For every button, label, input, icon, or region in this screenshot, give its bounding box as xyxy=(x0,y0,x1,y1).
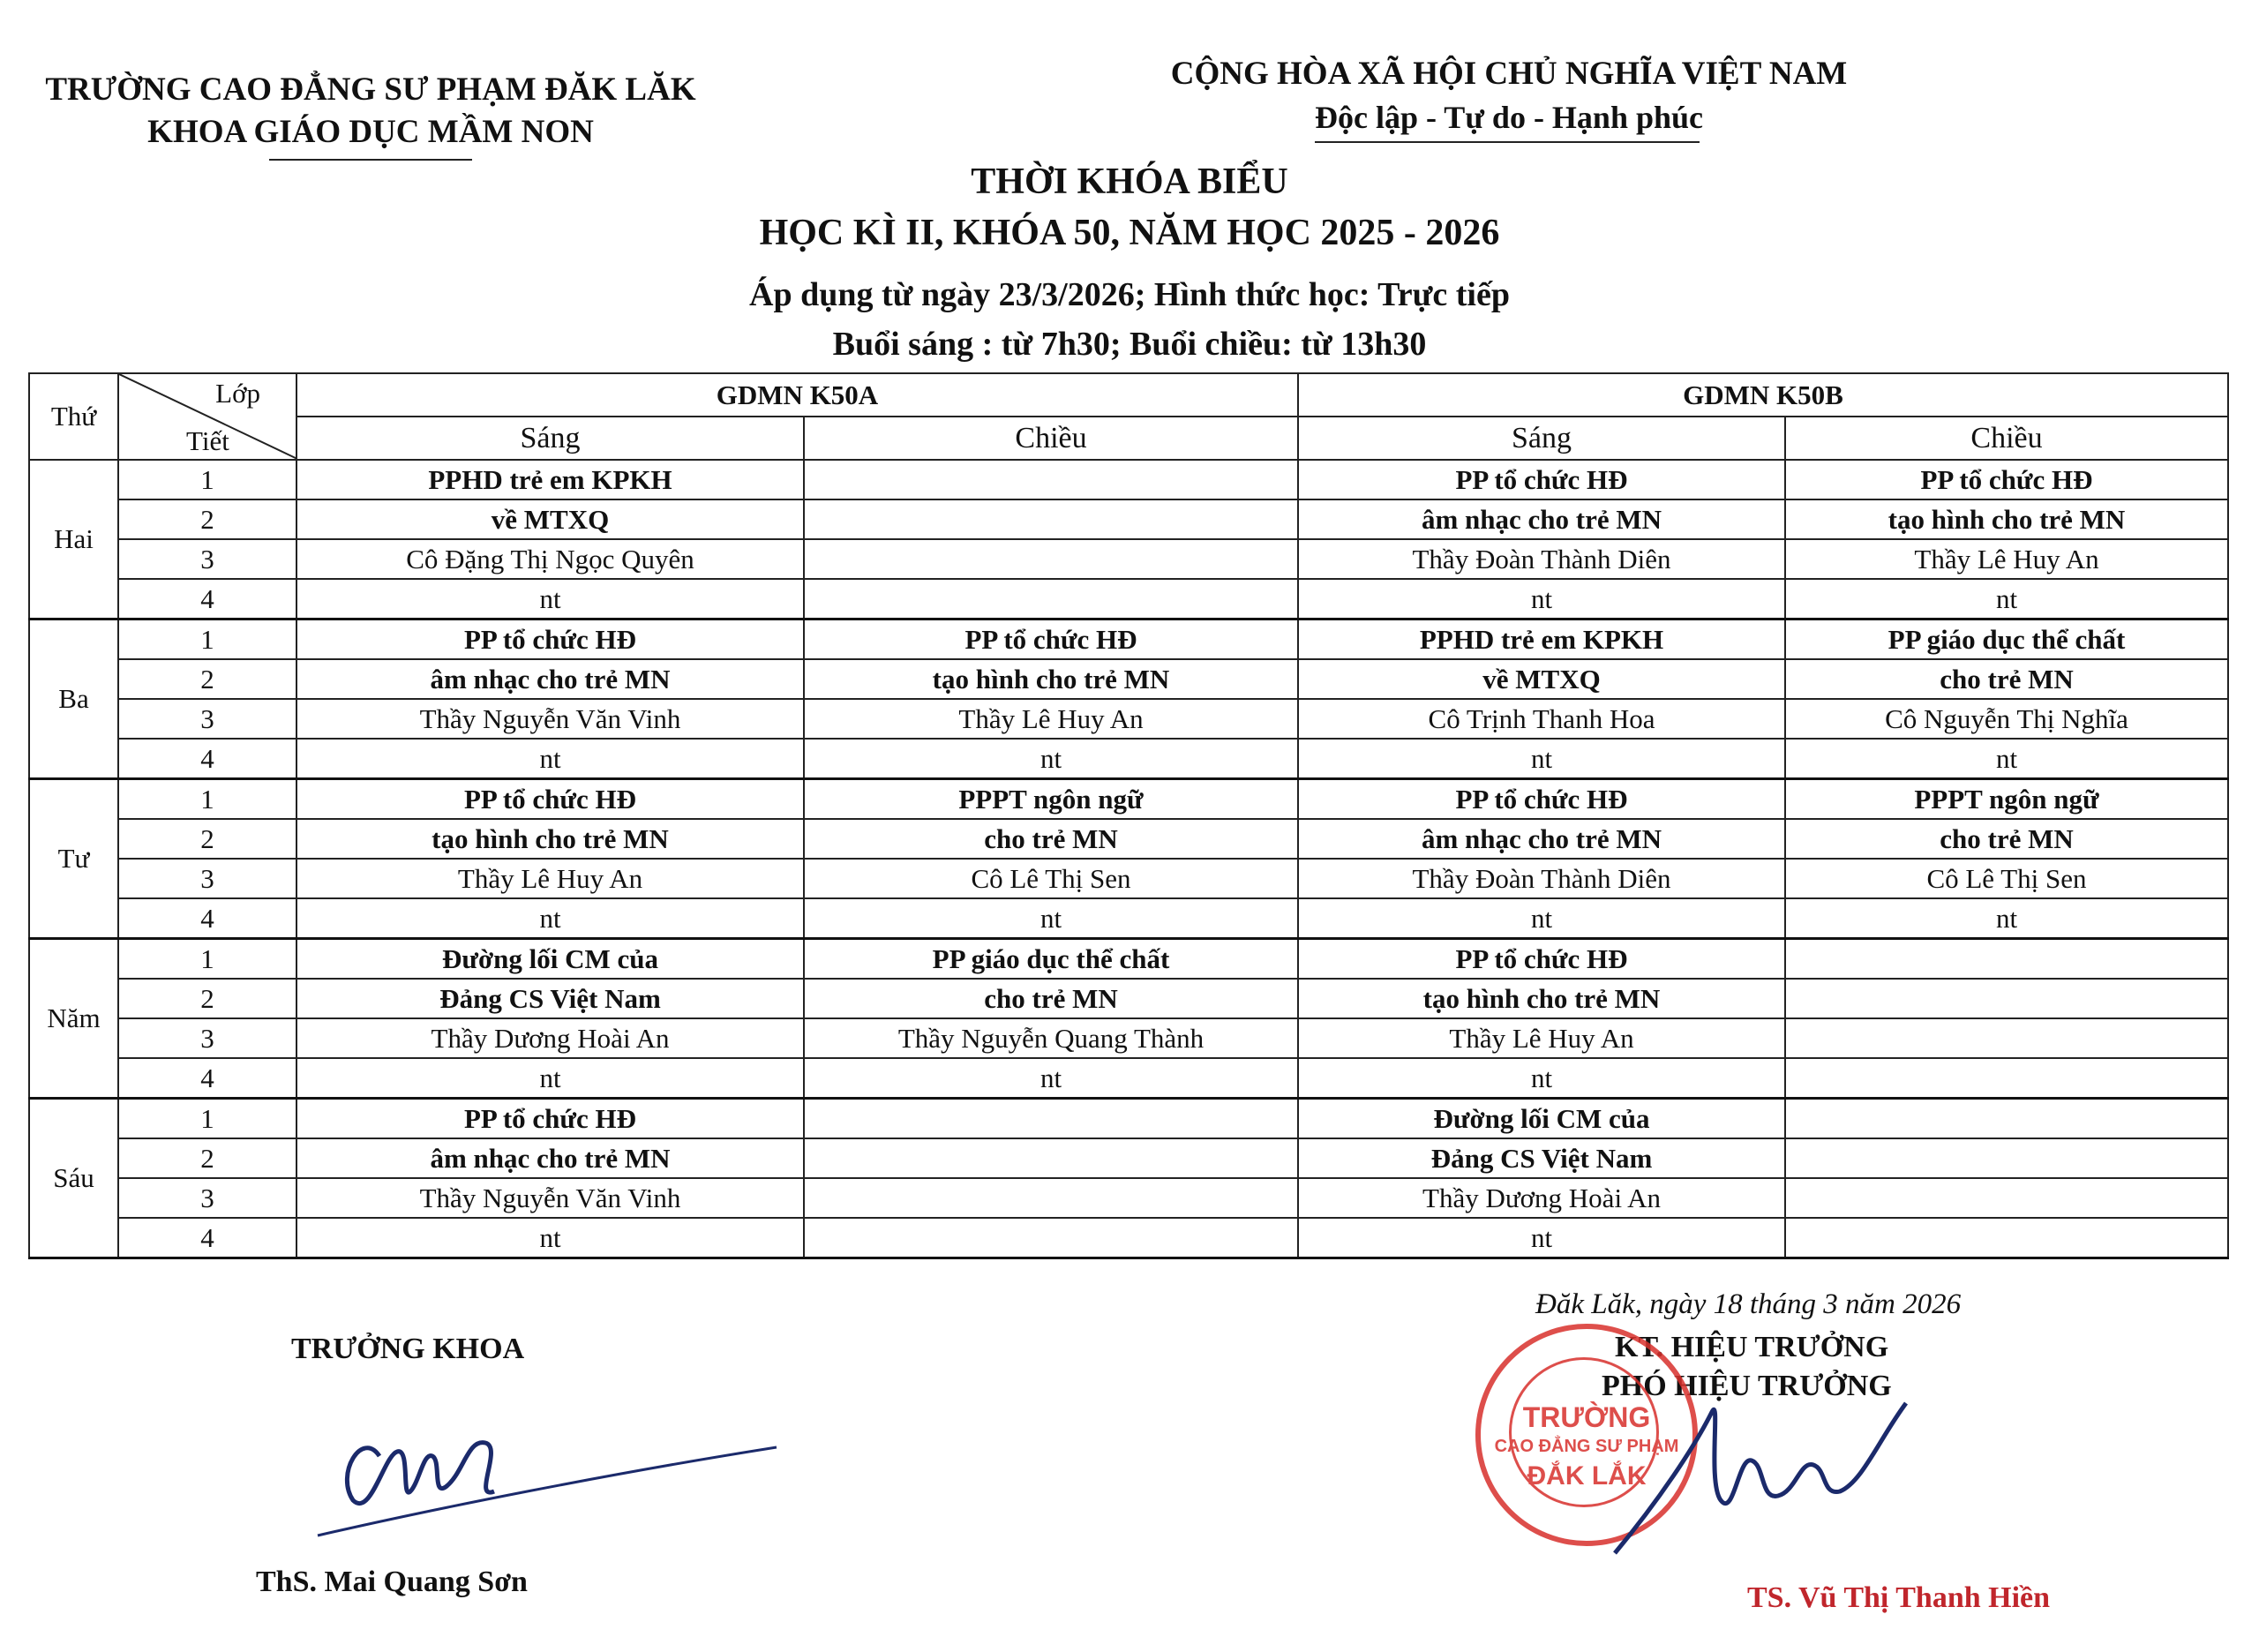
header-thu: Thứ xyxy=(29,373,118,460)
cell-b-chieu xyxy=(1785,1218,2228,1258)
table-row xyxy=(29,499,2228,539)
table-row xyxy=(29,579,2228,620)
cell-a-sang: nt xyxy=(296,1058,804,1099)
cell-a-sang: về MTXQ xyxy=(296,499,804,539)
time-note: Buổi sáng : từ 7h30; Buổi chiều: từ 13h30 xyxy=(832,326,1427,363)
apply-note: Áp dụng từ ngày 23/3/2026; Hình thức học: Trực tiếp xyxy=(749,276,1510,313)
right-signature xyxy=(1588,1377,1959,1571)
cell-a-sang: PP tổ chức HĐ xyxy=(296,620,804,660)
table-row xyxy=(29,539,2228,579)
period-cell: 3 xyxy=(118,1018,296,1058)
seal-line-3: ĐẮK LẮK xyxy=(1527,1461,1647,1491)
header-b-chieu: Chiều xyxy=(1785,417,2228,460)
cell-b-chieu xyxy=(1785,1099,2228,1139)
left-signer-role: TRƯỞNG KHOA xyxy=(291,1333,525,1365)
cell-a-chieu: cho trẻ MN xyxy=(804,819,1298,859)
period-cell: 2 xyxy=(118,1138,296,1178)
day-cell: Tư xyxy=(29,779,118,939)
cell-a-chieu xyxy=(804,539,1298,579)
cell-a-chieu: nt xyxy=(804,1058,1298,1099)
cell-b-sang: Thầy Lê Huy An xyxy=(1298,1018,1785,1058)
header-lop-tiet xyxy=(118,373,296,460)
cell-a-sang: Cô Đặng Thị Ngọc Quyên xyxy=(296,539,804,579)
cell-a-chieu: Thầy Nguyễn Quang Thành xyxy=(804,1018,1298,1058)
cell-b-chieu xyxy=(1785,1138,2228,1178)
period-cell: 4 xyxy=(118,579,296,620)
faculty-name: KHOA GIÁO DỤC MẦM NON xyxy=(147,114,594,150)
place-date: Đăk Lăk, ngày 18 tháng 3 năm 2026 xyxy=(1535,1288,1962,1320)
day-cell: Sáu xyxy=(29,1099,118,1258)
cell-b-chieu xyxy=(1785,979,2228,1018)
cell-b-sang: PP tổ chức HĐ xyxy=(1298,939,1785,980)
cell-a-chieu xyxy=(804,1178,1298,1218)
cell-b-chieu: PP tổ chức HĐ xyxy=(1785,460,2228,499)
cell-a-chieu xyxy=(804,499,1298,539)
cell-a-sang: PP tổ chức HĐ xyxy=(296,1099,804,1139)
table-row xyxy=(29,1178,2228,1218)
cell-b-sang: PP tổ chức HĐ xyxy=(1298,460,1785,499)
cell-b-sang: Thầy Đoàn Thành Diên xyxy=(1298,539,1785,579)
cell-a-sang: nt xyxy=(296,579,804,620)
left-signer-name: ThS. Mai Quang Sơn xyxy=(256,1566,528,1598)
table-row xyxy=(29,898,2228,939)
cell-b-chieu: nt xyxy=(1785,898,2228,939)
day-cell: Năm xyxy=(29,939,118,1099)
cell-b-chieu: cho trẻ MN xyxy=(1785,819,2228,859)
cell-b-chieu: PP giáo dục thể chất xyxy=(1785,620,2228,660)
cell-b-sang: nt xyxy=(1298,1058,1785,1099)
period-cell: 1 xyxy=(118,779,296,820)
cell-b-chieu xyxy=(1785,1018,2228,1058)
cell-a-chieu xyxy=(804,1218,1298,1258)
table-row xyxy=(29,620,2228,660)
cell-b-sang: Cô Trịnh Thanh Hoa xyxy=(1298,699,1785,739)
cell-b-chieu: PPPT ngôn ngữ xyxy=(1785,779,2228,820)
period-cell: 2 xyxy=(118,659,296,699)
cell-a-chieu: PP giáo dục thể chất xyxy=(804,939,1298,980)
table-row xyxy=(29,699,2228,739)
cell-b-chieu xyxy=(1785,1178,2228,1218)
cell-a-sang: nt xyxy=(296,739,804,779)
motto: Độc lập - Tự do - Hạnh phúc xyxy=(1314,100,1704,135)
doc-title: THỜI KHÓA BIỂU xyxy=(971,161,1288,202)
cell-a-sang: tạo hình cho trẻ MN xyxy=(296,819,804,859)
day-cell: Ba xyxy=(29,620,118,779)
header-a-chieu: Chiều xyxy=(804,417,1298,460)
cell-b-sang: PPHD trẻ em KPKH xyxy=(1298,620,1785,660)
header-lop: Lớp xyxy=(215,378,260,409)
period-cell: 4 xyxy=(118,898,296,939)
cell-a-sang: PPHD trẻ em KPKH xyxy=(296,460,804,499)
header-a-sang: Sáng xyxy=(296,417,804,460)
cell-b-chieu xyxy=(1785,939,2228,980)
cell-b-sang: về MTXQ xyxy=(1298,659,1785,699)
period-cell: 1 xyxy=(118,620,296,660)
period-cell: 2 xyxy=(118,499,296,539)
cell-b-chieu: cho trẻ MN xyxy=(1785,659,2228,699)
seal-line-2: CAO ĐẲNG SƯ PHẠM xyxy=(1494,1437,1679,1456)
cell-a-sang: Đảng CS Việt Nam xyxy=(296,979,804,1018)
school-name: TRƯỜNG CAO ĐẲNG SƯ PHẠM ĐĂK LĂK xyxy=(45,71,696,108)
right-signer-role-2: PHÓ HIỆU TRƯỞNG xyxy=(1602,1370,1892,1402)
cell-a-chieu: cho trẻ MN xyxy=(804,979,1298,1018)
cell-b-chieu: nt xyxy=(1785,579,2228,620)
period-cell: 4 xyxy=(118,1218,296,1258)
cell-b-sang: âm nhạc cho trẻ MN xyxy=(1298,499,1785,539)
period-cell: 3 xyxy=(118,699,296,739)
cell-b-sang: nt xyxy=(1298,739,1785,779)
cell-a-chieu: nt xyxy=(804,898,1298,939)
cell-b-sang: Thầy Dương Hoài An xyxy=(1298,1178,1785,1218)
table-row xyxy=(29,859,2228,898)
period-cell: 1 xyxy=(118,939,296,980)
table-row xyxy=(29,819,2228,859)
cell-b-sang: PP tổ chức HĐ xyxy=(1298,779,1785,820)
table-row xyxy=(29,739,2228,779)
table-row xyxy=(29,939,2228,980)
period-cell: 1 xyxy=(118,460,296,499)
header-class-b: GDMN K50B xyxy=(1298,373,2228,417)
cell-a-chieu: tạo hình cho trẻ MN xyxy=(804,659,1298,699)
timetable-body xyxy=(29,460,2228,1258)
motto-underline xyxy=(1315,141,1700,143)
cell-a-chieu xyxy=(804,1138,1298,1178)
seal-line-1: TRƯỜNG xyxy=(1522,1401,1651,1433)
cell-a-chieu: PP tổ chức HĐ xyxy=(804,620,1298,660)
table-row xyxy=(29,1058,2228,1099)
cell-b-sang: nt xyxy=(1298,579,1785,620)
cell-a-sang: âm nhạc cho trẻ MN xyxy=(296,659,804,699)
cell-a-chieu xyxy=(804,579,1298,620)
cell-a-sang: Thầy Nguyễn Văn Vinh xyxy=(296,699,804,739)
cell-b-sang: Đường lối CM của xyxy=(1298,1099,1785,1139)
table-row xyxy=(29,779,2228,820)
cell-a-sang: nt xyxy=(296,898,804,939)
period-cell: 4 xyxy=(118,739,296,779)
period-cell: 3 xyxy=(118,539,296,579)
table-row xyxy=(29,659,2228,699)
cell-a-chieu: Cô Lê Thị Sen xyxy=(804,859,1298,898)
period-cell: 2 xyxy=(118,979,296,1018)
header-b-sang: Sáng xyxy=(1298,417,1785,460)
cell-b-sang: tạo hình cho trẻ MN xyxy=(1298,979,1785,1018)
cell-b-sang: nt xyxy=(1298,898,1785,939)
doc-subtitle: HỌC KÌ II, KHÓA 50, NĂM HỌC 2025 - 2026 xyxy=(759,213,1500,253)
header-class-a: GDMN K50A xyxy=(296,373,1298,417)
cell-a-sang: Đường lối CM của xyxy=(296,939,804,980)
cell-b-chieu: Cô Nguyễn Thị Nghĩa xyxy=(1785,699,2228,739)
cell-b-chieu: Thầy Lê Huy An xyxy=(1785,539,2228,579)
timetable xyxy=(28,372,2229,1259)
cell-b-chieu: tạo hình cho trẻ MN xyxy=(1785,499,2228,539)
cell-a-sang: âm nhạc cho trẻ MN xyxy=(296,1138,804,1178)
cell-a-chieu: nt xyxy=(804,739,1298,779)
table-row xyxy=(29,1018,2228,1058)
cell-b-sang: nt xyxy=(1298,1218,1785,1258)
table-row xyxy=(29,1218,2228,1258)
period-cell: 3 xyxy=(118,1178,296,1218)
cell-a-chieu xyxy=(804,1099,1298,1139)
country-name: CỘNG HÒA XÃ HỘI CHỦ NGHĨA VIỆT NAM xyxy=(1170,56,1848,92)
day-cell: Hai xyxy=(29,460,118,620)
period-cell: 3 xyxy=(118,859,296,898)
cell-b-chieu: Cô Lê Thị Sen xyxy=(1785,859,2228,898)
cell-b-sang: âm nhạc cho trẻ MN xyxy=(1298,819,1785,859)
cell-b-chieu: nt xyxy=(1785,739,2228,779)
cell-a-chieu: PPPT ngôn ngữ xyxy=(804,779,1298,820)
cell-b-sang: Thầy Đoàn Thành Diên xyxy=(1298,859,1785,898)
header-tiet: Tiết xyxy=(186,425,229,456)
period-cell: 1 xyxy=(118,1099,296,1139)
cell-a-sang: Thầy Lê Huy An xyxy=(296,859,804,898)
right-signer-name: TS. Vũ Thị Thanh Hiền xyxy=(1747,1581,2051,1614)
left-signature xyxy=(300,1403,794,1553)
cell-a-chieu: Thầy Lê Huy An xyxy=(804,699,1298,739)
period-cell: 2 xyxy=(118,819,296,859)
right-signer-role-1: KT. HIỆU TRƯỞNG xyxy=(1615,1331,1889,1363)
table-row xyxy=(29,1138,2228,1178)
cell-a-sang: nt xyxy=(296,1218,804,1258)
cell-a-sang: PP tổ chức HĐ xyxy=(296,779,804,820)
period-cell: 4 xyxy=(118,1058,296,1099)
cell-b-chieu xyxy=(1785,1058,2228,1099)
table-row xyxy=(29,1099,2228,1139)
cell-b-sang: Đảng CS Việt Nam xyxy=(1298,1138,1785,1178)
table-row xyxy=(29,460,2228,499)
cell-a-sang: Thầy Nguyễn Văn Vinh xyxy=(296,1178,804,1218)
cell-a-chieu xyxy=(804,460,1298,499)
cell-a-sang: Thầy Dương Hoài An xyxy=(296,1018,804,1058)
table-row xyxy=(29,979,2228,1018)
